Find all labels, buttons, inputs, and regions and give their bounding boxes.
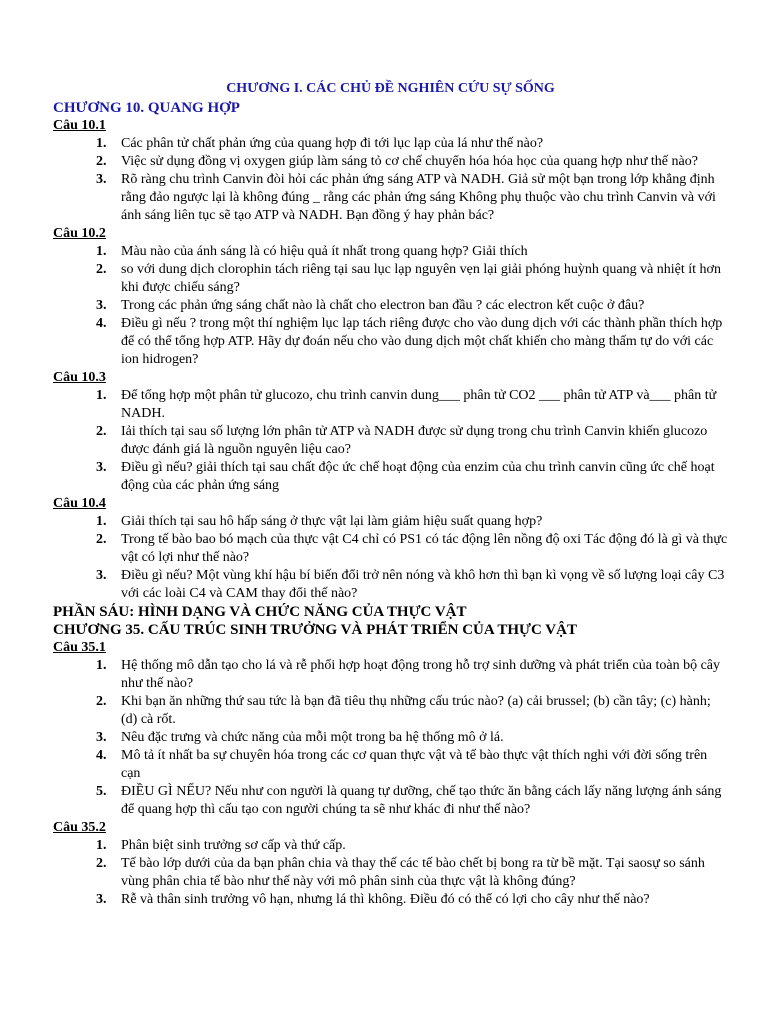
question-number: 2. <box>96 424 107 439</box>
question-number: 4. <box>96 748 107 763</box>
question-text: Khi bạn ăn những thứ sau tức là bạn đã tiêu thụ những cấu trúc nào? (a) cải brussel; (b) cần tây; (c) hành; (d) cà rốt. <box>121 694 711 727</box>
question-text: Nêu đặc trưng và chức năng của mỗi một trong ba hệ thống mô ở lá. <box>121 730 504 745</box>
question-item <box>53 567 728 603</box>
question-text: Điều gì nếu? giải thích tại sau chất độc ức chế hoạt động của enzim của chu trình canvin cũng ức chế hoạt động của các phản ứng sáng <box>121 460 715 493</box>
question-text: Việc sử dụng đồng vị oxygen giúp làm sáng tỏ cơ chế chuyển hóa hóa học của quang hợp như thế nào? <box>121 154 698 169</box>
question-number: 5. <box>96 784 107 799</box>
question-group-label: Câu 35.1 <box>53 640 106 655</box>
question-item <box>53 171 728 225</box>
question-text: Rõ ràng chu trình Canvin đòi hỏi các phản ứng sáng ATP và NADH. Giả sử một bạn trong lớp khẳng định rằng đảo ngược lại là không đúng _ rằng các phản ứng sáng Không phụ thuộc vào chu trình Canvin và với ánh sáng liên tục sẽ tạo ATP và NADH. Bạn đồng ý hay phản bác? <box>121 172 716 223</box>
question-item <box>53 387 728 423</box>
question-item <box>53 747 728 783</box>
question-text: Màu nào của ánh sáng là có hiệu quả ít nhất trong quang hợp? Giải thích <box>121 244 528 259</box>
chapter-10-questions <box>53 117 728 603</box>
question-number: 1. <box>96 136 107 151</box>
question-number: 3. <box>96 460 107 475</box>
question-text: Điều gì nếu? Một vùng khí hậu bí biến đổi trở nên nóng và khô hơn thì bạn kì vọng về số lượng loại cây C3 với các loài C4 và CAM thay đổi thế nào? <box>121 568 725 601</box>
question-item <box>53 297 728 315</box>
question-item <box>53 423 728 459</box>
question-number: 2. <box>96 154 107 169</box>
question-section <box>53 495 728 603</box>
question-number: 1. <box>96 658 107 673</box>
chapter-35-questions <box>53 639 728 909</box>
question-list <box>53 135 728 225</box>
question-group-label: Câu 35.2 <box>53 820 106 835</box>
question-text: so với dung dịch clorophin tách riêng tại sau lục lạp nguyên vẹn lại giải phóng huỳnh quang và nhiệt ít hơn khi được chiếu sáng? <box>121 262 721 295</box>
question-number: 3. <box>96 568 107 583</box>
question-section <box>53 369 728 495</box>
question-group-label: Câu 10.1 <box>53 118 106 133</box>
question-item <box>53 531 728 567</box>
question-text: ĐIỀU GÌ NẾU? Nếu như con người là quang tự dưỡng, chế tạo thức ăn bằng cách lấy năng lượng ánh sáng để quang hợp thì cấu tạo con người chúng ta sẽ như khác đi như thế nào? <box>121 784 722 817</box>
question-text: Hệ thống mô dẫn tạo cho lá và rễ phối hợp hoạt động trong hỗ trợ sinh dưỡng và phát triển của toàn bộ cây như thế nào? <box>121 658 720 691</box>
question-item <box>53 693 728 729</box>
question-item <box>53 243 728 261</box>
question-text: Rễ và thân sinh trưởng vô hạn, nhưng lá thì không. Điều đó có thể có lợi cho cây như thế nào? <box>121 892 650 907</box>
question-text: Iải thích tại sau số lượng lớn phân tử ATP và NADH được sử dụng trong chu trình Canvin khiến glucozo được đánh giá là nguồn nguyên liệu cao? <box>121 424 708 457</box>
question-text: Mô tả ít nhất ba sự chuyên hóa trong các cơ quan thực vật và tế bào thực vật thích nghi với đời sống trên cạn <box>121 748 708 781</box>
question-group-label: Câu 10.2 <box>53 226 106 241</box>
question-list <box>53 657 728 819</box>
question-list <box>53 387 728 495</box>
question-item <box>53 855 728 891</box>
question-item <box>53 513 728 531</box>
question-section <box>53 639 728 819</box>
question-number: 3. <box>96 730 107 745</box>
question-number: 1. <box>96 388 107 403</box>
question-number: 4. <box>96 316 107 331</box>
question-number: 1. <box>96 838 107 853</box>
question-item <box>53 153 728 171</box>
question-item <box>53 783 728 819</box>
question-section <box>53 117 728 225</box>
part-6-heading: PHẦN SÁU: HÌNH DẠNG VÀ CHỨC NĂNG CỦA THỰC VẬT <box>53 604 467 620</box>
question-number: 2. <box>96 532 107 547</box>
question-list <box>53 513 728 603</box>
question-section <box>53 819 728 909</box>
question-item <box>53 657 728 693</box>
question-number: 1. <box>96 514 107 529</box>
question-item <box>53 837 728 855</box>
question-text: Trong tế bào bao bó mạch của thực vật C4 chỉ có PS1 có tác động lên nồng độ oxi Tác động đó là gì và thực vật có lợi như thế nào? <box>121 532 728 565</box>
question-text: Điều gì nếu ? trong một thí nghiệm lục lạp tách riêng được cho vào dung dịch với các thành phần thích hợp để có thể tổng hợp ATP. Hãy dự đoán nếu cho vào dung dịch một chất khiến cho màng thấm tự do với các ion hidrogen? <box>121 316 723 367</box>
document-title: CHƯƠNG I. CÁC CHỦ ĐỀ NGHIÊN CỨU SỰ SỐNG <box>226 81 555 96</box>
question-number: 3. <box>96 892 107 907</box>
question-number: 2. <box>96 694 107 709</box>
question-list <box>53 837 728 909</box>
question-item <box>53 315 728 369</box>
question-text: Trong các phản ứng sáng chất nào là chất cho electron ban đầu ? các electron kết cuộc ở đâu? <box>121 298 645 313</box>
question-text: Tế bào lớp dưới của da bạn phân chia và thay thế các tế bào chết bị bong ra từ bề mặt. Tại saosự so sánh vùng phân chia tế bào như thế này với mô phân sinh của thực vật là không đúng? <box>121 856 705 889</box>
question-number: 3. <box>96 172 107 187</box>
chapter-35-heading: CHƯƠNG 35. CẤU TRÚC SINH TRƯỞNG VÀ PHÁT TRIỂN CỦA THỰC VẬT <box>53 622 577 638</box>
question-number: 2. <box>96 856 107 871</box>
question-text: Để tổng hợp một phân tử glucozo, chu trình canvin dung___ phân tử CO2 ___ phân tử ATP và___ phân tử NADH. <box>121 388 717 421</box>
question-list <box>53 243 728 369</box>
question-section <box>53 225 728 369</box>
question-text: Giải thích tại sau hô hấp sáng ở thực vật lại làm giảm hiệu suất quang hợp? <box>121 514 543 529</box>
question-number: 2. <box>96 262 107 277</box>
question-item <box>53 729 728 747</box>
question-text: Phân biệt sinh trưởng sơ cấp và thứ cấp. <box>121 838 346 853</box>
question-number: 1. <box>96 244 107 259</box>
question-text: Các phân tử chất phản ứng của quang hợp đi tới lục lạp của lá như thế nào? <box>121 136 544 151</box>
question-item <box>53 135 728 153</box>
question-number: 3. <box>96 298 107 313</box>
question-item <box>53 261 728 297</box>
chapter-10-heading: CHƯƠNG 10. QUANG HỢP <box>53 100 240 116</box>
question-group-label: Câu 10.4 <box>53 496 106 511</box>
question-group-label: Câu 10.3 <box>53 370 106 385</box>
question-item <box>53 891 728 909</box>
question-item <box>53 459 728 495</box>
